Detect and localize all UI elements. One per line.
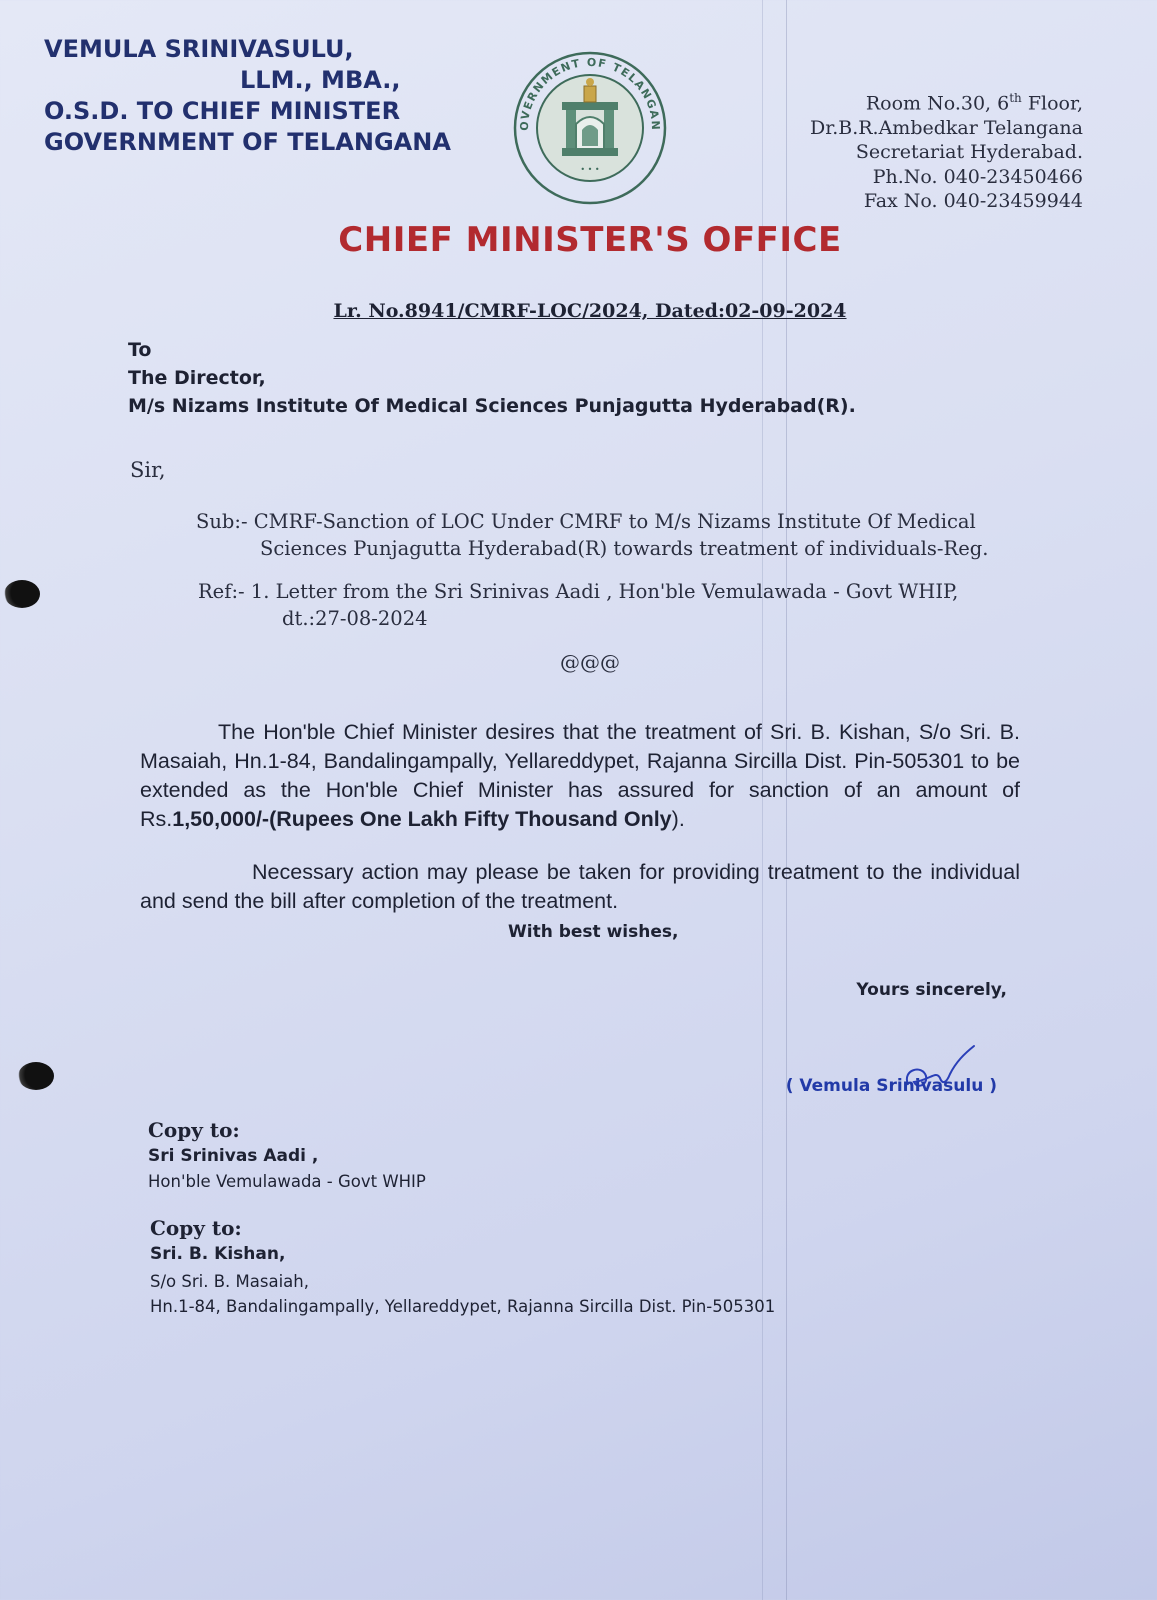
sanction-amount: 1,50,000/-(Rupees One Lakh Fifty Thousand Only: [172, 807, 672, 831]
address-city-line: Secretariat Hyderabad.: [855, 141, 1083, 164]
section-separator: @@@: [560, 650, 620, 674]
seal-text: OVERNMENT OF TELANGAN: [517, 55, 663, 132]
reference-block: [198, 578, 998, 632]
svg-text:• • •: • • •: [580, 165, 600, 174]
copy-to-heading: Copy to:: [148, 1118, 240, 1142]
recipient-block: [128, 336, 856, 420]
address-building-line: Dr.B.R.Ambedkar Telangana: [809, 116, 1083, 139]
sender-block: [44, 34, 464, 158]
copy-to-heading: Copy to:: [150, 1216, 242, 1240]
reference-line: Ref:- 1. Letter from the Sri Srinivas Aadi , Hon'ble Vemulawada - Govt WHIP,: [198, 580, 959, 603]
subject-block: [196, 508, 996, 562]
office-address: [783, 86, 1083, 214]
closing-wishes: With best wishes,: [508, 922, 679, 942]
reference-date: dt.:27-08-2024: [282, 607, 428, 630]
copy-to-block: [148, 1118, 426, 1191]
copy-recipient-line: Hn.1-84, Bandalingampally, Yellareddypet, Rajanna Sircilla Dist. Pin-505301: [150, 1297, 776, 1316]
subject-line: Sub:- CMRF-Sanction of LOC Under CMRF to M/s Nizams Institute Of Medical: [196, 510, 976, 533]
recipient-institution: M/s Nizams Institute Of Medical Sciences Punjagutta Hyderabad(R).: [128, 395, 856, 417]
sender-organisation: GOVERNMENT OF TELANGANA: [44, 128, 451, 156]
recipient-title: The Director,: [128, 367, 266, 389]
subject-line: Sciences Punjagutta Hyderabad(R) towards treatment of individuals-Reg.: [260, 537, 989, 560]
copy-recipient-line: Hon'ble Vemulawada - Govt WHIP: [148, 1172, 426, 1191]
copy-recipient-name: Sri Srinivas Aadi ,: [148, 1146, 319, 1166]
signer-name: ( Vemula Srinivasulu ): [785, 1076, 997, 1096]
salutation: Sir,: [130, 458, 166, 482]
punch-hole: [18, 1062, 54, 1090]
copy-recipient-name: Sri. B. Kishan,: [150, 1244, 286, 1264]
letter-reference-number: Lr. No.8941/CMRF-LOC/2024, Dated:02-09-2024: [333, 300, 847, 322]
punch-hole: [4, 580, 40, 608]
copy-to-block: [150, 1216, 775, 1316]
address-room-line: Room No.30, 6th Floor,: [865, 91, 1083, 115]
sender-degrees: LLM., MBA.,: [240, 66, 401, 94]
copy-recipient-line: S/o Sri. B. Masaiah,: [150, 1272, 309, 1291]
sender-designation: O.S.D. TO CHIEF MINISTER: [44, 97, 401, 125]
closing-yours-sincerely: Yours sincerely,: [856, 980, 1007, 1000]
body-paragraph: Necessary action may please be taken for providing treatment to the individual and send the bill after completion of the treatment.: [140, 860, 1020, 913]
sender-name: VEMULA SRINIVASULU,: [44, 35, 354, 63]
fax-number: Fax No. 040-23459944: [863, 190, 1083, 213]
recipient-to: To: [128, 339, 152, 361]
phone-number: Ph.No. 040-23450466: [872, 165, 1083, 188]
office-title: CHIEF MINISTER'S OFFICE: [338, 220, 842, 260]
body-paragraph: The Hon'ble Chief Minister desires that the treatment of Sri. B. Kishan, S/o Sri. B. Masaiah, Hn.1-84, Bandalingampally, Yellareddypet, Rajanna Sircilla Dist. Pin-505301 to be extended as the Hon'ble Chief Minister has assured for sanction of an amount of Rs.1,50,000/-(Rupees One Lakh Fifty Thousand Only).: [140, 720, 1020, 831]
telangana-state-emblem-icon: [512, 50, 668, 206]
